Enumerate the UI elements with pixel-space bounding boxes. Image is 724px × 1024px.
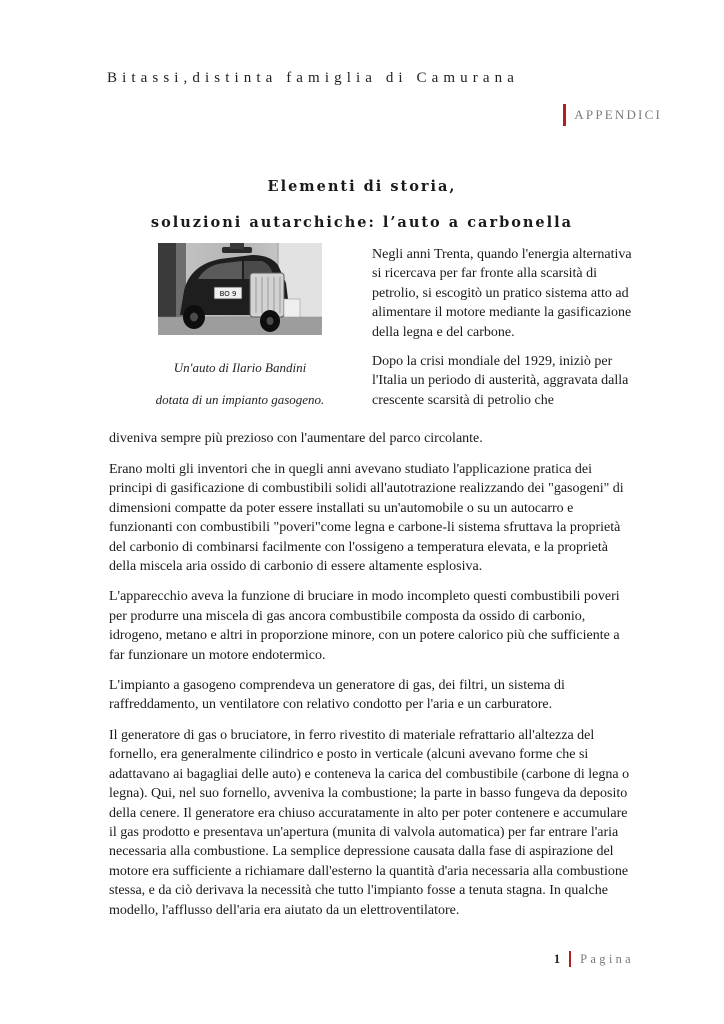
- article-title-line-1: Elementi di storia,: [267, 178, 457, 195]
- footer-accent-bar: [569, 951, 571, 967]
- page-footer: [554, 951, 634, 967]
- running-header: Bitassi,distinta famiglia di Camurana: [107, 70, 519, 86]
- paragraph-2-continuation: diveniva sempre più prezioso con l'aumentare del parco circolante.: [109, 431, 483, 446]
- section-tag: [563, 104, 662, 126]
- section-label: APPENDICI: [574, 107, 662, 122]
- paragraph-5: L'impianto a gasogeno comprendeva un generatore di gas, dei filtri, un sistema di raffreddamento, un ventilatore con relativo condotto per l'aria e un carburatore.: [109, 678, 565, 713]
- paragraph-1: Negli anni Trenta, quando l'energia alternativa si ricercava per far fronte alla scarsità di petrolio, si escogitò un pratico sistema atto ad alimentare il motore mediante la gasificazione della legna e del carbone.: [372, 247, 632, 340]
- car-photo: [158, 243, 322, 335]
- page-number: 1: [553, 951, 561, 966]
- license-plate-text: BO 9: [219, 290, 237, 298]
- main-body-text: [109, 460, 637, 931]
- figure-caption-line-1: Un'auto di Ilario Bandini: [173, 360, 307, 375]
- right-column-text: [372, 245, 634, 410]
- article-title-line-2: soluzioni autarchiche: l’auto a carbonella: [150, 214, 574, 231]
- paragraph-2-start: Dopo la crisi mondiale del 1929, iniziò per l'Italia un periodo di austerità, aggravata dalla crescente scarsità di petrolio che: [372, 354, 629, 408]
- paragraph-6: Il generatore di gas o bruciatore, in ferro rivestito di materiale refrattario all'altezza del fornello, era generalmente cilindrico e posto in verticale (alcuni avevano forme che si adattavano ai bagagliai delle auto) e conteneva la carica del combustibile (carbone di legna o legna). Qui, nel suo fornello, avveniva la combustione; la parte in basso fungeva da deposito della cenere. Il generatore era chiuso accuratamente in alto per poter contenere e accumulare il gas prodotto e presentava un'apertura (munita di valvola automatica) per far entrare l'aria necessaria alla combustione. La semplice depressione causata dalla fase di aspirazione del motore era sufficiente a richiamare dall'esterno la quantità d'aria necessaria alla combustione stessa, e da ciò derivava la necessità che tutto l'impianto fosse a tenuta stagna. In qualche modello, l'afflusso dell'aria era aiutato da un elettroventilatore.: [109, 727, 630, 918]
- page-label: Pagina: [580, 951, 634, 966]
- paragraph-4: L'apparecchio aveva la funzione di bruciare in modo incompleto questi combustibili poveri per produrre una miscela di gas ancora combustibile composta da ossido di carbonio, idrogeno, metano e altri in proporzione minore, con un potere calorico più che sufficiente a far funzionare un motore endotermico.: [109, 589, 620, 663]
- paragraph-3: Erano molti gli inventori che in quegli anni avevano studiato l'applicazione pratica dei principi di gasificazione di combustibili solidi all'autotrazione realizzando dei "gasogeni" di dimensioni compatte da poter essere installati su un'automobile o su un autocarro e funzionanti con combustibili "poveri"come legna e carbone-li sistema sfruttava la proprietà del carbonio di combinarsi facilmente con l'ossigeno a temperatura elevata, e la proprietà della miscela aria ossido di carbonio di essere altamente esplosiva.: [109, 462, 624, 575]
- figure-caption-line-2: dotata di un impianto gasogeno.: [155, 392, 325, 407]
- car-photo-illustration: [158, 243, 322, 335]
- section-accent-bar: [563, 104, 566, 126]
